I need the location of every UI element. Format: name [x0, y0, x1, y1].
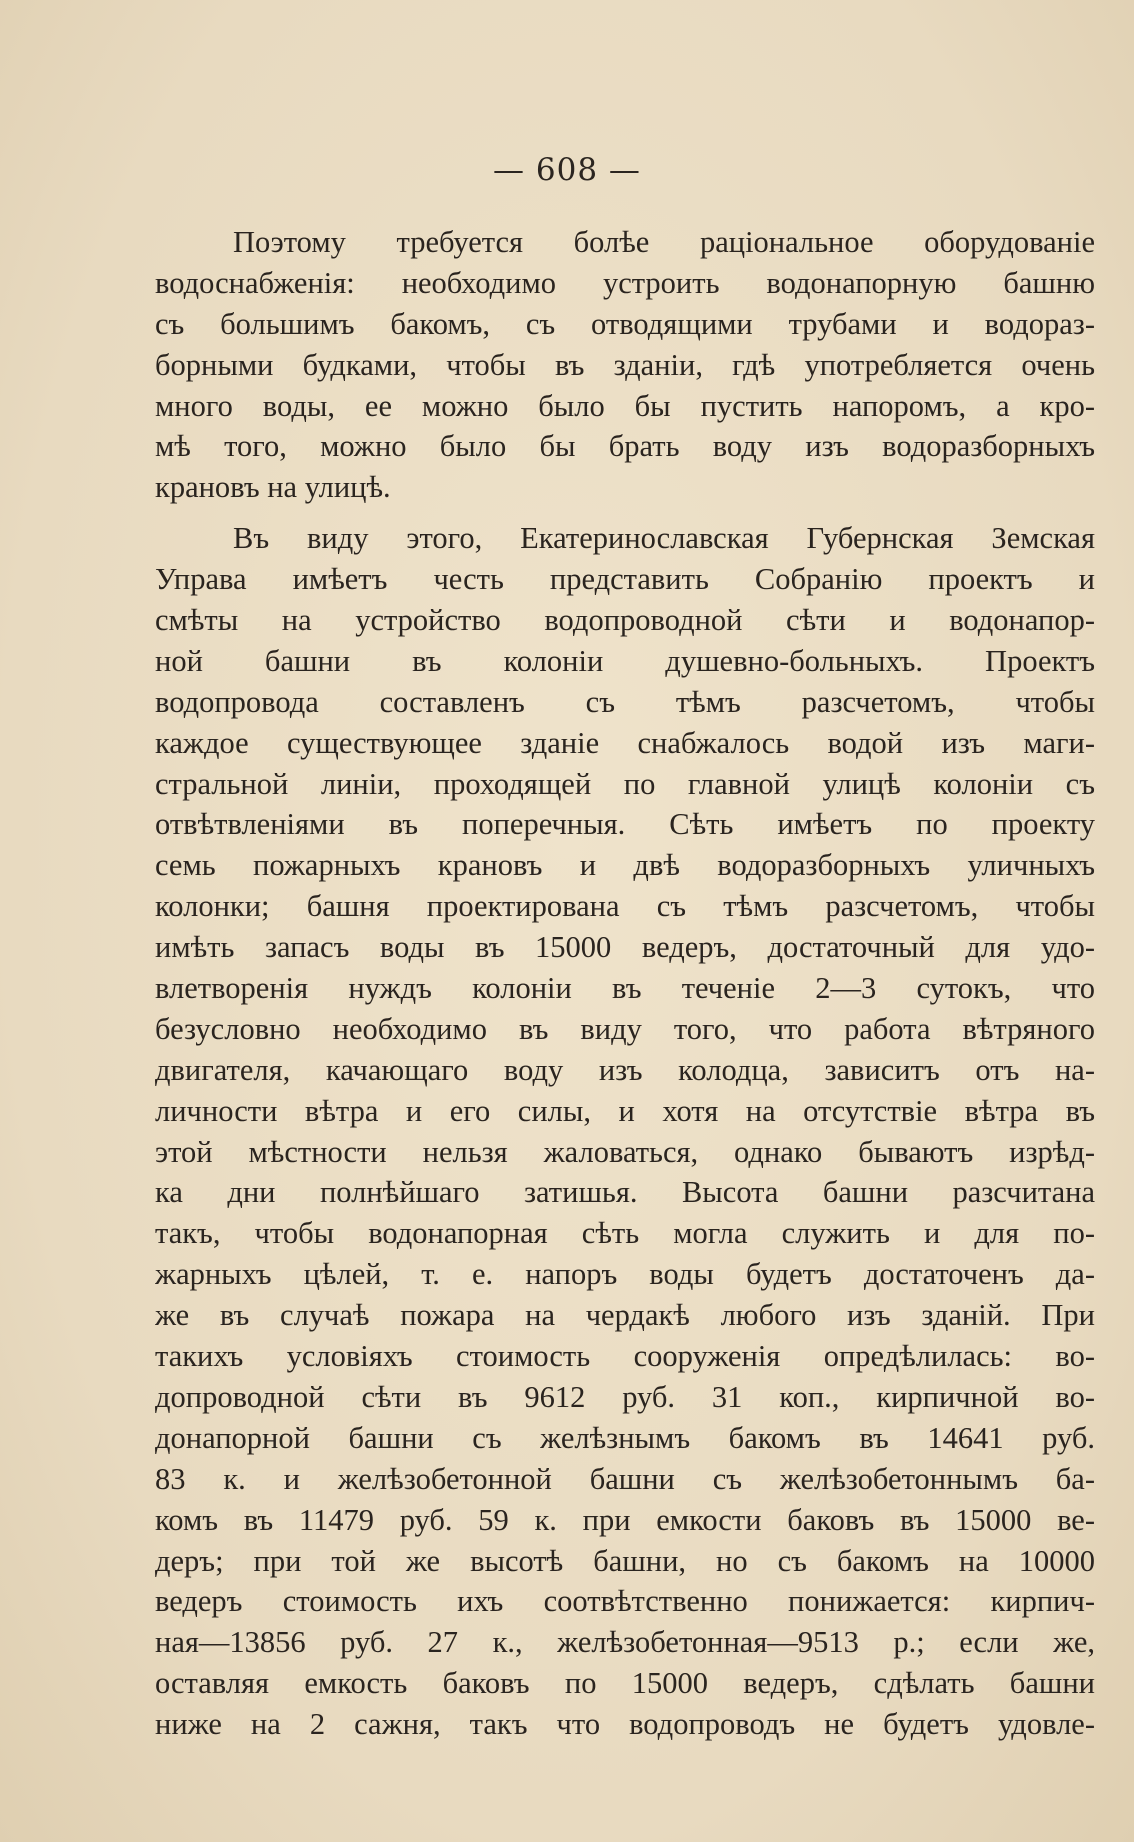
text-line: мѣ того, можно было бы брать воду изъ водоразборныхъ [155, 429, 1095, 464]
paragraph-2 [155, 518, 1095, 1745]
body-text [155, 222, 1095, 1745]
text-line: ведеръ стоимость ихъ соотвѣтственно понижается: кирпич- [155, 1584, 1095, 1619]
text-line: такихъ условіяхъ стоимость сооруженія опредѣлилась: во- [155, 1339, 1095, 1374]
text-line: комъ въ 11479 руб. 59 к. при емкости баковъ въ 15000 ве- [155, 1502, 1095, 1537]
text-line: имѣть запасъ воды въ 15000 ведеръ, достаточный для удо- [155, 930, 1095, 965]
text-line: Поэтому требуется болѣе раціональное оборудованіе [233, 225, 1095, 259]
text-line: колонки; башня проектирована съ тѣмъ разсчетомъ, чтобы [155, 889, 1095, 924]
text-line: такъ, чтобы водонапорная сѣть могла служить и для по- [155, 1216, 1095, 1251]
page-number: — 608 — [493, 152, 641, 188]
paragraph-1 [155, 222, 1095, 508]
text-line: ка дни полнѣйшаго затишья. Высота башни разсчитана [155, 1175, 1095, 1210]
text-line: же въ случаѣ пожара на чердакѣ любого изъ зданій. При [155, 1298, 1095, 1333]
text-line: смѣты на устройство водопроводной сѣти и водонапор- [155, 603, 1095, 638]
text-line: ной башни въ колоніи душевно-больныхъ. Проектъ [155, 643, 1095, 678]
text-line: донапорной башни съ желѣзнымъ бакомъ въ 14641 руб. [155, 1420, 1095, 1455]
text-line: этой мѣстности нельзя жаловаться, однако бываютъ изрѣд- [155, 1134, 1095, 1169]
text-line: стральной линіи, проходящей по главной улицѣ колоніи съ [155, 766, 1095, 801]
text-line: оставляя емкость баковъ по 15000 ведеръ, сдѣлать башни [155, 1666, 1095, 1701]
text-line: двигателя, качающаго воду изъ колодца, зависитъ отъ на- [155, 1052, 1095, 1087]
text-line: водопровода составленъ съ тѣмъ разсчетомъ, чтобы [155, 684, 1095, 719]
text-line: влетворенія нуждъ колоніи въ теченіе 2—3 сутокъ, что [155, 971, 1095, 1006]
text-line: безусловно необходимо въ виду того, что работа вѣтряного [155, 1011, 1095, 1046]
text-line: Управа имѣетъ честь представить Собранію проектъ и [155, 562, 1095, 597]
text-line: каждое существующее зданіе снабжалось водой изъ маги- [155, 725, 1095, 760]
text-line: борными будками, чтобы въ зданіи, гдѣ употребляется очень [155, 347, 1095, 382]
text-line: много воды, ее можно было бы пустить напоромъ, а кро- [155, 388, 1095, 423]
text-line: деръ; при той же высотѣ башни, но съ бакомъ на 10000 [155, 1543, 1095, 1578]
text-line: крановъ на улицѣ. [155, 470, 391, 505]
text-line: отвѣтвленіями въ поперечныя. Сѣть имѣетъ по проекту [155, 807, 1095, 842]
text-line: жарныхъ цѣлей, т. е. напоръ воды будетъ достаточенъ да- [155, 1257, 1095, 1292]
text-line: личности вѣтра и его силы, и хотя на отсутствіе вѣтра въ [155, 1093, 1095, 1128]
text-line: Въ виду этого, Екатеринославская Губернская Земская [233, 521, 1095, 556]
text-line: ная—13856 руб. 27 к., желѣзобетонная—9513 р.; если же, [155, 1625, 1095, 1660]
text-line: семь пожарныхъ крановъ и двѣ водоразборныхъ уличныхъ [155, 848, 1095, 883]
text-line: водоснабженія: необходимо устроить водонапорную башню [155, 265, 1095, 300]
text-line: 83 к. и желѣзобетонной башни съ желѣзобетоннымъ ба- [155, 1461, 1095, 1496]
text-line: допроводной сѣти въ 9612 руб. 31 коп., кирпичной во- [155, 1379, 1095, 1414]
text-line: съ большимъ бакомъ, съ отводящими трубами и водораз- [155, 306, 1095, 341]
text-line: ниже на 2 сажня, такъ что водопроводъ не будетъ удовле- [155, 1707, 1095, 1742]
